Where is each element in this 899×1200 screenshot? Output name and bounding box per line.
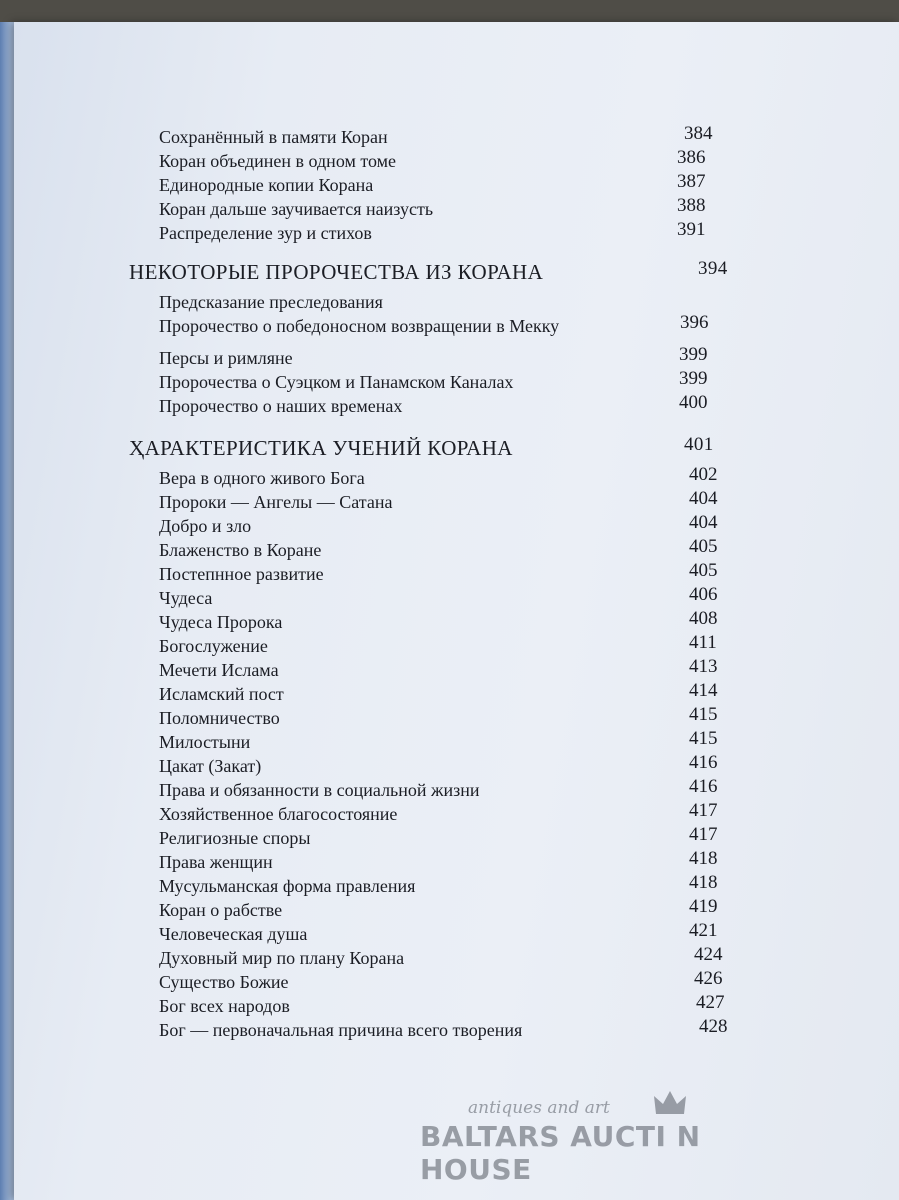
toc-page-number: 418 [689,848,718,869]
toc-entry [159,123,779,148]
toc-entry-title: Поломничество [159,708,280,728]
toc-entry-title: Предсказание преследования [159,292,383,312]
toc-entry-title: Бог всех народов [159,996,290,1016]
toc-entry [159,536,779,561]
toc-section-heading [129,436,749,461]
toc-entry [159,584,779,609]
toc-entry-title: Единородные копии Корана [159,175,374,195]
toc-entry-title: Мусульманская форма правления [159,876,416,896]
toc-entry [159,219,779,244]
toc-page-number: 415 [689,728,718,749]
toc-page-number: 415 [689,704,718,725]
toc-entry [159,944,779,969]
book-page [14,22,899,1200]
toc-page-number: 404 [689,512,718,533]
toc-entry [159,920,779,945]
toc-entry-title: Постепнное развитие [159,564,324,584]
toc-page-number: 419 [689,896,718,917]
toc-page-number: 396 [680,312,709,333]
toc-page-number: 411 [689,632,717,653]
toc-entry [159,608,779,633]
toc-entry [159,1016,779,1041]
toc-entry-title: Чудеса [159,588,213,608]
toc-entry-title: Бог — первоначальная причина всего творения [159,1020,523,1040]
toc-entry [159,464,779,489]
toc-entry-title: Пророки — Ангелы — Сатана [159,492,393,512]
toc-entry-title: Коран о рабстве [159,900,283,920]
toc-entry-title: НЕКОТОРЫЕ ПРОРОЧЕСТВА ИЗ КОРАНА [129,260,544,284]
toc-entry [159,872,779,897]
toc-entry [159,171,779,196]
toc-entry [159,800,779,825]
toc-page-number: 399 [679,368,708,389]
toc-entry-title: Хозяйственное благосостояние [159,804,398,824]
toc-entry [159,560,779,585]
toc-entry [159,292,779,313]
auction-watermark [420,1098,820,1186]
toc-entry [159,488,779,513]
toc-entry-title: Цакат (Закат) [159,756,262,776]
toc-page-number: 399 [679,344,708,365]
watermark-name: BALTARS AUCTI N HOUSE [420,1120,701,1186]
toc-entry-title: Права женщин [159,852,273,872]
toc-page-number: 421 [689,920,718,941]
toc-entry [159,968,779,993]
toc-entry [159,512,779,537]
toc-page-number: 401 [684,434,714,455]
toc-page-number: 387 [677,171,706,192]
toc-entry [159,704,779,729]
toc-entry-title: Распределение зур и стихов [159,223,372,243]
toc-page-number: 416 [689,752,718,773]
toc-section-heading [129,260,749,285]
toc-page-number: 428 [699,1016,728,1037]
toc-page-number: 426 [694,968,723,989]
toc-entry [159,680,779,705]
toc-page-number: 413 [689,656,718,677]
toc-page-number: 394 [698,258,728,279]
toc-entry [159,752,779,777]
toc-entry-title: Исламский пост [159,684,284,704]
toc-page-number: 418 [689,872,718,893]
toc-page-number: 388 [677,195,706,216]
toc-entry-title: Духовный мир по плану Корана [159,948,405,968]
crown-icon [652,1088,688,1120]
watermark-tagline: antiques and art [468,1098,610,1118]
toc-page-number: 417 [689,800,718,821]
toc-entry-title: Существо Божие [159,972,289,992]
toc-entry-title: Блаженство в Коране [159,540,322,560]
toc-page-number: 386 [677,147,706,168]
toc-entry-title: ҲАРАКТЕРИСТИКА УЧЕНИЙ КОРАНА [129,436,513,460]
toc-page-number: 400 [679,392,708,413]
toc-page-number: 391 [677,219,706,240]
toc-entry [159,344,779,369]
toc-entry [159,368,779,393]
toc-entry [159,992,779,1017]
toc-entry [159,195,779,220]
toc-entry-title: Богослужение [159,636,268,656]
toc-page-number: 414 [689,680,718,701]
toc-entry-title: Мечети Ислама [159,660,279,680]
toc-entry [159,147,779,172]
toc-page-number: 416 [689,776,718,797]
toc-page-number: 417 [689,824,718,845]
toc-entry [159,656,779,681]
toc-entry [159,824,779,849]
toc-entry [159,312,779,337]
toc-page-number: 427 [696,992,725,1013]
toc-entry-title: Пророчество о наших временах [159,396,403,416]
toc-entry-title: Сохранённый в памяти Коран [159,127,388,147]
toc-page-number: 384 [684,123,713,144]
toc-page-number: 404 [689,488,718,509]
toc-entry-title: Милостыни [159,732,251,752]
toc-entry [159,896,779,921]
toc-entry-title: Чудеса Пророка [159,612,283,632]
toc-entry [159,392,779,417]
toc-entry [159,632,779,657]
toc-entry-title: Коран объединен в одном томе [159,151,397,171]
toc-entry-title: Добро и зло [159,516,252,536]
toc-entry-title: Пророчество о победоносном возвращении в Мекку [159,316,560,336]
toc-entry-title: Пророчества о Суэцком и Панамском Каналах [159,372,514,392]
toc-entry [159,848,779,873]
toc-entry-title: Человеческая душа [159,924,308,944]
toc-entry-title: Религиозные споры [159,828,311,848]
toc-page-number: 424 [694,944,723,965]
toc-page-number: 402 [689,464,718,485]
toc-entry-title: Вера в одного живого Бога [159,468,365,488]
toc-entry [159,728,779,753]
toc-page-number: 405 [689,536,718,557]
toc-page-number: 406 [689,584,718,605]
toc-page-number: 405 [689,560,718,581]
toc-entry [159,776,779,801]
toc-entry-title: Права и обязанности в социальной жизни [159,780,480,800]
toc-entry-title: Персы и римляне [159,348,293,368]
toc-entry-title: Коран дальше заучивается наизусть [159,199,434,219]
toc-page-number: 408 [689,608,718,629]
